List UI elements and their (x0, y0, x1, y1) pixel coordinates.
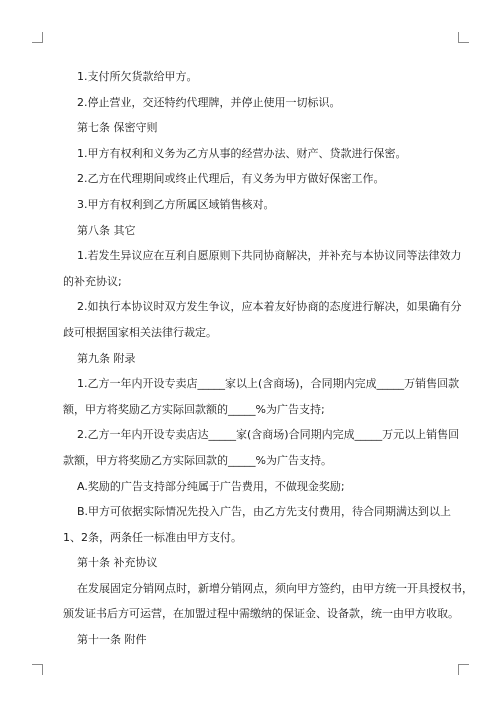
text-line: 1.若发生异议应在互利自愿原则下共同协商解决，并补充与本协议同等法律效力 (77, 249, 462, 263)
text-line: 2.乙方在代理期间或终止代理后，有义务为甲方做好保密工作。 (77, 172, 385, 186)
text-line: 第八条 其它 (77, 223, 136, 237)
text-line: 第十一条 附件 (77, 633, 147, 647)
crop-mark-top-left (32, 32, 43, 43)
document-body (63, 64, 473, 653)
text-line: 歧可根据国家相关法律行裁定。 (63, 325, 217, 339)
text-line: 1、2条，两条任一标准由甲方支付。 (63, 530, 242, 544)
text-line: 2.如执行本协议时双方发生争议，应本着友好协商的态度进行解决，如果确有分 (77, 300, 462, 314)
text-line: 第十条 补充协议 (77, 556, 158, 570)
text-line: 2.乙方一年内开设专卖店达_____家(含商场)合同期内完成_____万元以上销售回 (77, 428, 460, 442)
text-line: 1.乙方一年内开设专卖店_____家以上(含商场)，合同期内完成_____万销售回款 (77, 377, 460, 391)
crop-mark-bottom-left (32, 664, 43, 675)
crop-mark-top-right (458, 32, 469, 43)
crop-mark-bottom-right (458, 664, 469, 675)
text-line: 1.甲方有权利和义务为乙方从事的经营办法、财产、贷款进行保密。 (77, 146, 407, 160)
text-line: 3.甲方有权利到乙方所属区域销售核对。 (77, 197, 275, 211)
text-line: 第九条 附录 (77, 351, 136, 365)
text-line: 在发展固定分销网点时，新增分销网点，须向甲方签约，由甲方统一开具授权书， (77, 581, 473, 595)
text-line: A.奖励的广告支持部分纯属于广告费用，不做现金奖励; (77, 479, 345, 493)
text-line: 额，甲方将奖励乙方实际回款额的_____%为广告支持; (63, 402, 325, 416)
text-line: 的补充协议; (63, 274, 122, 288)
text-line: 颁发证书后方可运营，在加盟过程中需缴纳的保证金、设备款，统一由甲方收取。 (63, 607, 459, 621)
text-line: 款额，甲方将奖励乙方实际回款的_____%为广告支持。 (63, 453, 332, 467)
text-line: 1.支付所欠货款给甲方。 (77, 70, 198, 83)
text-line: 第七条 保密守则 (77, 121, 158, 135)
text-line: B.甲方可依据实际情况先投入广告，由乙方先支付费用，待合同期满达到以上 (77, 505, 452, 519)
text-line: 2.停止营业，交还特约代理牌，并停止使用一切标识。 (77, 95, 341, 109)
